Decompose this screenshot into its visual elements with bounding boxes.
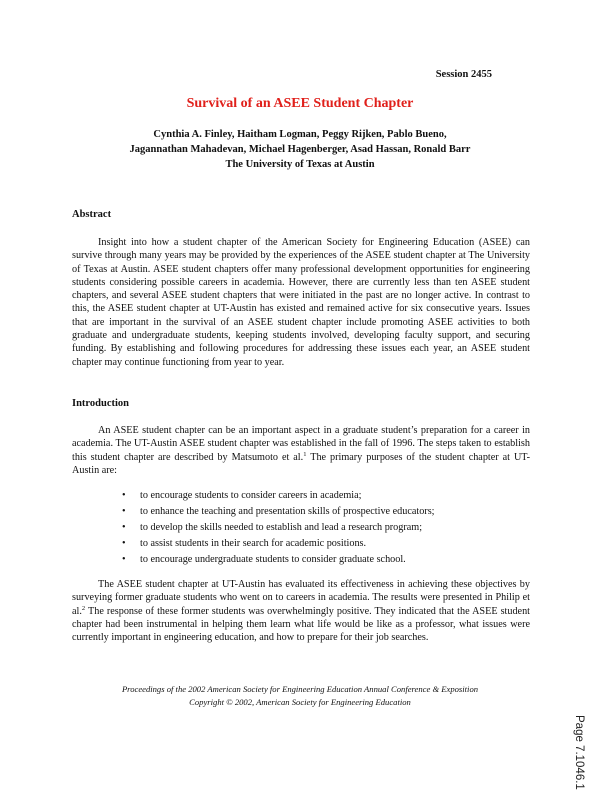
abstract-text: Insight into how a student chapter of the American Society for Engineering Education (ASEE) can survive through many years may be provided by the experiences of the ASEE student chapter at The University of Texas at Austin. ASEE student chapters offer many professional development opportunities for engineering students considering possible careers in academia. However, there are currently less than ten ASEE student chapters, and several ASEE student chapters that were initiated in the past are no longer active. In contrast to this, the ASEE student chapter at UT-Austin has existed and remained active for six consecutive years. Issues that are important in the survival of an ASEE student chapter include promoting ASEE activities to both graduate and undergraduate students, keeping students involved, developing faculty support, and securing funding. By establishing and following procedures for addressing these issues each year, an ASEE student chapter may continue functioning from year to year. bbox=[72, 237, 530, 368]
author-line: Jagannathan Mahadevan, Michael Hagenberger, Asad Hassan, Ronald Barr bbox=[129, 144, 471, 155]
introduction-heading: Introduction bbox=[72, 398, 129, 409]
intro-paragraph-2 bbox=[72, 578, 530, 644]
abstract-heading: Abstract bbox=[72, 209, 112, 220]
abstract-paragraph bbox=[72, 236, 530, 369]
intro-paragraph-1-part-b: The primary purposes of the student chapter at UT-Austin are: bbox=[72, 451, 530, 476]
intro-paragraph-1-text bbox=[72, 424, 530, 477]
proceedings-line: Proceedings of the 2002 American Society for Engineering Education Annual Conference & Exposition bbox=[121, 684, 479, 694]
intro-paragraph-2-part-b: The response of these former students was overwhelmingly positive. They indicated that the ASEE student chapter had been instrumental in helping them learn what life would be like as a professor, what issues were currently important in engineering education, and how to prepare for their job searches. bbox=[72, 605, 530, 644]
list-item: • to encourage undergraduate students to consider graduate school. bbox=[72, 552, 532, 568]
intro-paragraph-1-part-a: An ASEE student chapter can be an important aspect in a graduate student’s preparation for a career in academia. The UT-Austin ASEE student chapter was established in the fall of 1996. The steps taken to establish this student chapter are described by Matsumoto et al. bbox=[72, 425, 530, 463]
session-number: Session 2455 bbox=[435, 69, 492, 80]
intro-paragraph-1 bbox=[72, 424, 530, 477]
bullet-icon: • bbox=[122, 538, 126, 549]
bullet-icon: • bbox=[122, 490, 126, 501]
page-number: Page 7.1046.1 bbox=[573, 715, 585, 790]
author-block bbox=[60, 127, 540, 172]
intro-paragraph-2-part-a: The ASEE student chapter at UT-Austin has evaluated its effectiveness in achieving these objectives by surveying former graduate students who went on to careers in academia. The results were presented in Philip et al. bbox=[72, 579, 530, 617]
bullet-icon: • bbox=[122, 522, 126, 533]
paper-title: Survival of an ASEE Student Chapter bbox=[186, 96, 414, 111]
list-item: • to enhance the teaching and presentation skills of prospective educators; bbox=[72, 504, 532, 520]
reference-1: 1 bbox=[303, 450, 307, 458]
page-footer bbox=[0, 683, 600, 709]
author-line: Cynthia A. Finley, Haitham Logman, Peggy Rijken, Pablo Bueno, bbox=[153, 129, 447, 140]
list-item: • to assist students in their search for academic positions. bbox=[72, 536, 532, 552]
intro-paragraph-2-text bbox=[72, 578, 530, 644]
copyright-line: Copyright © 2002, American Society for Engineering Education bbox=[189, 697, 411, 707]
affiliation: The University of Texas at Austin bbox=[225, 159, 375, 170]
bullet-icon: • bbox=[122, 506, 126, 517]
list-item: • to develop the skills needed to establish and lead a research program; bbox=[72, 520, 532, 536]
purposes-list bbox=[72, 488, 532, 568]
list-item: • to encourage students to consider careers in academia; bbox=[72, 488, 532, 504]
reference-2: 2 bbox=[81, 604, 86, 612]
bullet-icon: • bbox=[122, 554, 126, 565]
